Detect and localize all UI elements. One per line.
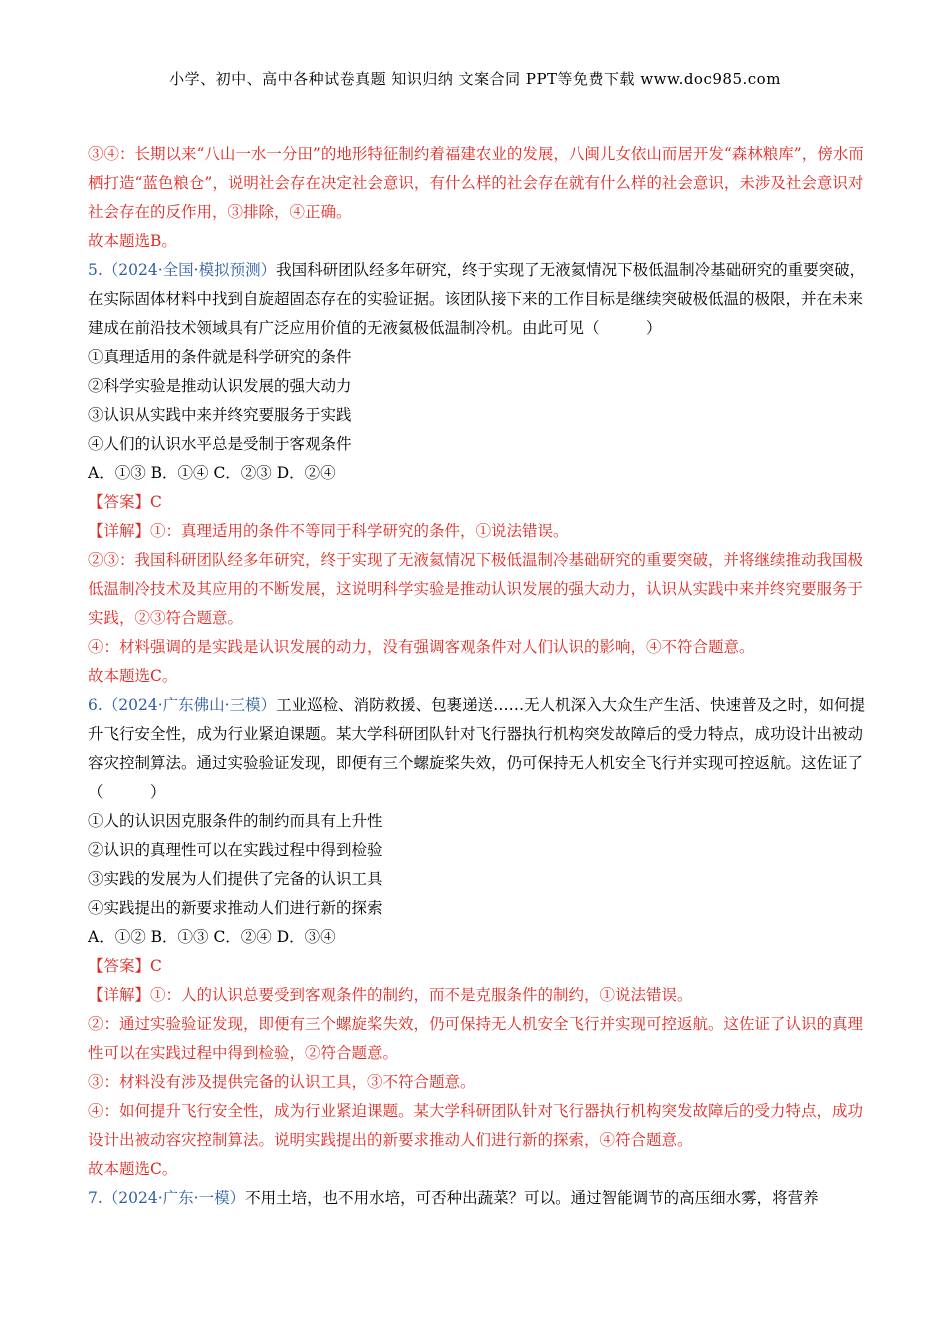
- prev-analysis: ③④：长期以来“八山一水一分田”的地形特征制约着福建农业的发展，八闽儿女依山而居开发“森林粮库”，傍水而栖打造“蓝色粮仓”，说明社会存在决定社会意识，有什么样的社会存在就有什么样的社会意识，未涉及社会意识对社会存在的反作用，③排除，④正确。: [88, 145, 864, 221]
- q5-option-3: ③认识从实践中来并终究要服务于实践: [88, 406, 352, 424]
- question-7: [88, 1184, 866, 1213]
- q5-answer-label: 【答案】: [88, 493, 151, 511]
- q5-answer-value: C: [150, 493, 162, 511]
- q7-stem: 不用土培，也不用水培，可否种出蔬菜？可以。通过智能调节的高压细水雾，将营养: [245, 1189, 819, 1207]
- q5-detail-2: ②③：我国科研团队经多年研究，终于实现了无液氦情况下极低温制冷基础研究的重要突破，并将继续推动我国极低温制冷技术及其应用的不断发展，这说明科学实验是推动认识发展的强大动力，认识从实践中来并终究要服务于实践，②③符合题意。: [88, 551, 864, 627]
- q6-detail-text-1: ①：人的认识总要受到客观条件的制约，而不是克服条件的制约，①说法错误。: [150, 986, 693, 1004]
- q5-source: （2024·全国·模拟预测）: [102, 261, 277, 279]
- question-6: [88, 691, 866, 807]
- q6-option-4: ④实践提出的新要求推动人们进行新的探索: [88, 899, 383, 917]
- q6-conclusion: 故本题选C。: [88, 1160, 178, 1178]
- q5-conclusion: 故本题选C。: [88, 667, 178, 685]
- q6-answer-label: 【答案】: [88, 957, 151, 975]
- q6-source: （2024·广东佛山·三模）: [102, 696, 277, 714]
- q6-option-3: ③实践的发展为人们提供了完备的认识工具: [88, 870, 383, 888]
- q6-detail-4: ④：如何提升飞行安全性，成为行业紧迫课题。某大学科研团队针对飞行器执行机构突发故障后的受力特点，成功设计出被动容灾控制算法。说明实践提出的新要求推动人们进行新的探索，④符合题意。: [88, 1102, 864, 1149]
- q6-option-1: ①人的认识因克服条件的制约而具有上升性: [88, 812, 383, 830]
- q5-detail-label: 【详解】: [88, 522, 151, 540]
- q6-choices: A．①② B．①③ C．②④ D．③④: [88, 928, 336, 946]
- q6-detail-3: ③：材料没有涉及提供完备的认识工具，③不符合题意。: [88, 1073, 476, 1091]
- q5-stem: 我国科研团队经多年研究，终于实现了无液氦情况下极低温制冷基础研究的重要突破，在实际固体材料中找到自旋超固态存在的实验证据。该团队接下来的工作目标是继续突破极低温的极限，并在未来建成在前沿技术领域具有广泛应用价值的无液氦极低温制冷机。由此可见（ ）: [88, 261, 866, 337]
- q5-detail-1: [88, 517, 866, 546]
- q5-detail-text-1: ①：真理适用的条件不等同于科学研究的条件，①说法错误。: [150, 522, 569, 540]
- q5-option-1: ①真理适用的条件就是科学研究的条件: [88, 348, 352, 366]
- q5-answer: [88, 488, 866, 517]
- q6-detail-label: 【详解】: [88, 986, 151, 1004]
- document-body: [88, 140, 866, 1213]
- q5-number: 5.: [88, 261, 103, 279]
- q5-detail-3: ④：材料强调的是实践是认识发展的动力，没有强调客观条件对人们认识的影响，④不符合题意。: [88, 638, 755, 656]
- question-5: [88, 256, 866, 343]
- q5-choices: A．①③ B．①④ C．②③ D．②④: [88, 464, 336, 482]
- q6-detail-2: ②：通过实验验证发现，即便有三个螺旋桨失效，仍可保持无人机安全飞行并实现可控返航。这佐证了认识的真理性可以在实践过程中得到检验，②符合题意。: [88, 1015, 864, 1062]
- q6-answer-value: C: [150, 957, 162, 975]
- q6-stem: 工业巡检、消防救援、包裹递送……无人机深入大众生产生活、快速普及之时，如何提升飞行安全性，成为行业紧迫课题。某大学科研团队针对飞行器执行机构突发故障后的受力特点，成功设计出被动容灾控制算法。通过实验验证发现，即便有三个螺旋桨失效，仍可保持无人机安全飞行并实现可控返航。这佐证了（ ）: [88, 696, 866, 801]
- q7-source: （2024·广东·一模）: [102, 1189, 246, 1207]
- page-header: 小学、初中、高中各种试卷真题 知识归纳 文案合同 PPT等免费下载 www.doc985.com: [169, 70, 781, 88]
- q7-number: 7.: [88, 1189, 103, 1207]
- q6-option-2: ②认识的真理性可以在实践过程中得到检验: [88, 841, 383, 859]
- prev-conclusion: 故本题选B。: [88, 232, 177, 250]
- q6-detail-1: [88, 981, 866, 1010]
- q6-number: 6.: [88, 696, 103, 714]
- q6-answer: [88, 952, 866, 981]
- q5-option-2: ②科学实验是推动认识发展的强大动力: [88, 377, 352, 395]
- q5-option-4: ④人们的认识水平总是受制于客观条件: [88, 435, 352, 453]
